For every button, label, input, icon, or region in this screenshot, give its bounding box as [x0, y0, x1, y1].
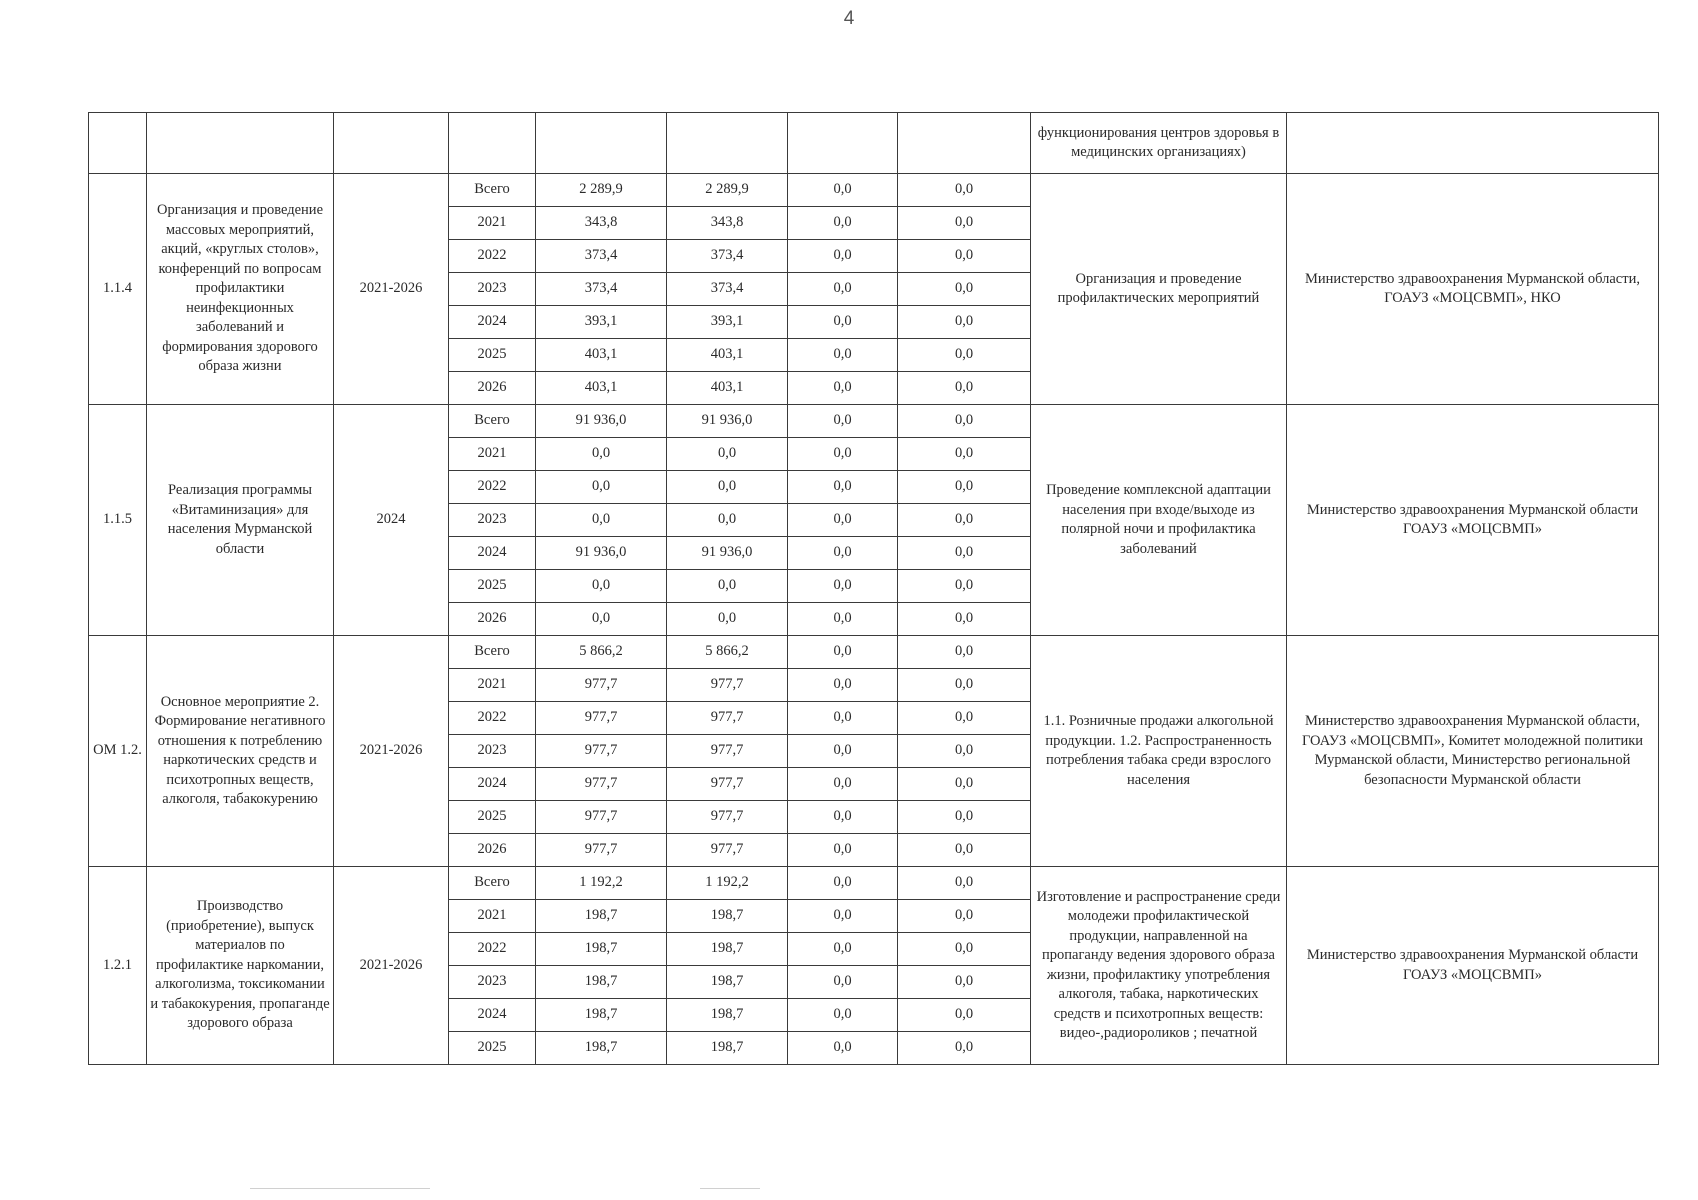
continuation-row: [89, 113, 1659, 174]
funding-other: 0,0: [898, 801, 1031, 834]
funding-year: 2022: [449, 471, 536, 504]
funding-other: 0,0: [898, 570, 1031, 603]
funding-year: 2023: [449, 273, 536, 306]
funding-federal: 0,0: [788, 900, 898, 933]
funding-federal: 0,0: [788, 702, 898, 735]
funding-total: 0,0: [536, 471, 667, 504]
cont-empty-cell: [667, 113, 788, 174]
funding-regional: 0,0: [667, 438, 788, 471]
funding-year: 2021: [449, 438, 536, 471]
funding-other: 0,0: [898, 273, 1031, 306]
funding-federal: 0,0: [788, 537, 898, 570]
funding-total: 403,1: [536, 372, 667, 405]
funding-year: 2021: [449, 669, 536, 702]
continued-result-text: функционирования центров здоровья в медицинских организациях): [1031, 113, 1287, 174]
funding-year: 2023: [449, 735, 536, 768]
funding-year: Всего: [449, 174, 536, 207]
funding-regional: 403,1: [667, 339, 788, 372]
measure-executors: Министерство здравоохранения Мурманской области ГОАУЗ «МОЦСВМП»: [1287, 867, 1659, 1065]
funding-federal: 0,0: [788, 834, 898, 867]
funding-total: 5 866,2: [536, 636, 667, 669]
funding-year: 2025: [449, 801, 536, 834]
funding-regional: 198,7: [667, 1032, 788, 1065]
funding-total: 977,7: [536, 768, 667, 801]
funding-federal: 0,0: [788, 372, 898, 405]
funding-year: 2026: [449, 834, 536, 867]
funding-regional: 198,7: [667, 999, 788, 1032]
funding-other: 0,0: [898, 1032, 1031, 1065]
funding-regional: 91 936,0: [667, 537, 788, 570]
funding-total: 198,7: [536, 966, 667, 999]
measure-result: 1.1. Розничные продажи алкогольной продукции. 1.2. Распространенность потребления табака среди взрослого населения: [1031, 636, 1287, 867]
funding-regional: 343,8: [667, 207, 788, 240]
funding-other: 0,0: [898, 900, 1031, 933]
funding-federal: 0,0: [788, 471, 898, 504]
measure-number: 1.1.5: [89, 405, 147, 636]
funding-federal: 0,0: [788, 933, 898, 966]
measure-period: 2021-2026: [334, 867, 449, 1065]
funding-regional: 5 866,2: [667, 636, 788, 669]
funding-total: 403,1: [536, 339, 667, 372]
funding-other: 0,0: [898, 174, 1031, 207]
funding-other: 0,0: [898, 471, 1031, 504]
funding-federal: 0,0: [788, 174, 898, 207]
funding-total: 91 936,0: [536, 405, 667, 438]
funding-regional: 977,7: [667, 768, 788, 801]
measure-result: Проведение комплексной адаптации населения при входе/выходе из полярной ночи и профилактика заболеваний: [1031, 405, 1287, 636]
funding-regional: 977,7: [667, 735, 788, 768]
funding-federal: 0,0: [788, 207, 898, 240]
funding-total: 343,8: [536, 207, 667, 240]
table-row: [89, 636, 1659, 669]
page-number: 4: [843, 8, 855, 29]
funding-federal: 0,0: [788, 999, 898, 1032]
funding-federal: 0,0: [788, 1032, 898, 1065]
funding-federal: 0,0: [788, 504, 898, 537]
funding-federal: 0,0: [788, 339, 898, 372]
funding-federal: 0,0: [788, 570, 898, 603]
funding-federal: 0,0: [788, 669, 898, 702]
funding-other: 0,0: [898, 768, 1031, 801]
funding-regional: 373,4: [667, 240, 788, 273]
funding-year: 2026: [449, 372, 536, 405]
measure-period: 2021-2026: [334, 636, 449, 867]
funding-year: 2025: [449, 570, 536, 603]
scan-trace: [700, 1188, 760, 1189]
funding-year: 2022: [449, 702, 536, 735]
funding-total: 977,7: [536, 669, 667, 702]
funding-federal: 0,0: [788, 735, 898, 768]
funding-regional: 198,7: [667, 966, 788, 999]
funding-total: 198,7: [536, 900, 667, 933]
funding-total: 0,0: [536, 438, 667, 471]
funding-other: 0,0: [898, 702, 1031, 735]
measure-period: 2021-2026: [334, 174, 449, 405]
funding-total: 373,4: [536, 240, 667, 273]
funding-other: 0,0: [898, 636, 1031, 669]
funding-other: 0,0: [898, 240, 1031, 273]
funding-total: 373,4: [536, 273, 667, 306]
cont-empty-cell: [147, 113, 334, 174]
funding-total: 198,7: [536, 1032, 667, 1065]
funding-regional: 393,1: [667, 306, 788, 339]
cont-empty-cell: [89, 113, 147, 174]
funding-federal: 0,0: [788, 438, 898, 471]
funding-other: 0,0: [898, 537, 1031, 570]
funding-regional: 91 936,0: [667, 405, 788, 438]
measure-name: Производство (приобретение), выпуск материалов по профилактике наркомании, алкоголизма, токсикомании и табакокурения, пропаганде здорового образа: [147, 867, 334, 1065]
funding-total: 977,7: [536, 834, 667, 867]
funding-total: 0,0: [536, 603, 667, 636]
program-measures-table: [88, 112, 1659, 1065]
cont-empty-cell: [334, 113, 449, 174]
measure-number: 1.2.1: [89, 867, 147, 1065]
funding-year: 2024: [449, 768, 536, 801]
funding-total: 0,0: [536, 570, 667, 603]
funding-total: 977,7: [536, 735, 667, 768]
funding-regional: 977,7: [667, 669, 788, 702]
funding-federal: 0,0: [788, 273, 898, 306]
funding-other: 0,0: [898, 306, 1031, 339]
funding-year: 2024: [449, 306, 536, 339]
cont-empty-cell: [536, 113, 667, 174]
table-row: [89, 174, 1659, 207]
funding-other: 0,0: [898, 603, 1031, 636]
cont-empty-cell: [1287, 113, 1659, 174]
funding-federal: 0,0: [788, 768, 898, 801]
cont-empty-cell: [449, 113, 536, 174]
funding-other: 0,0: [898, 339, 1031, 372]
funding-year: 2021: [449, 207, 536, 240]
funding-year: 2024: [449, 999, 536, 1032]
funding-federal: 0,0: [788, 306, 898, 339]
funding-other: 0,0: [898, 933, 1031, 966]
funding-other: 0,0: [898, 867, 1031, 900]
funding-year: 2025: [449, 339, 536, 372]
funding-year: 2022: [449, 240, 536, 273]
funding-year: 2022: [449, 933, 536, 966]
funding-total: 1 192,2: [536, 867, 667, 900]
measure-executors: Министерство здравоохранения Мурманской области, ГОАУЗ «МОЦСВМП», Комитет молодежной политики Мурманской области, Министерство региональной безопасности Мурманской области: [1287, 636, 1659, 867]
funding-year: 2023: [449, 504, 536, 537]
funding-year: 2021: [449, 900, 536, 933]
funding-federal: 0,0: [788, 867, 898, 900]
scan-trace: [250, 1188, 430, 1189]
funding-regional: 977,7: [667, 801, 788, 834]
funding-year: 2025: [449, 1032, 536, 1065]
funding-regional: 977,7: [667, 702, 788, 735]
funding-year: Всего: [449, 636, 536, 669]
funding-federal: 0,0: [788, 636, 898, 669]
funding-year: 2024: [449, 537, 536, 570]
funding-total: 198,7: [536, 999, 667, 1032]
measure-period: 2024: [334, 405, 449, 636]
funding-regional: 0,0: [667, 504, 788, 537]
funding-federal: 0,0: [788, 801, 898, 834]
funding-year: 2026: [449, 603, 536, 636]
funding-other: 0,0: [898, 999, 1031, 1032]
funding-other: 0,0: [898, 834, 1031, 867]
funding-other: 0,0: [898, 438, 1031, 471]
funding-total: 198,7: [536, 933, 667, 966]
funding-regional: 1 192,2: [667, 867, 788, 900]
funding-federal: 0,0: [788, 966, 898, 999]
funding-federal: 0,0: [788, 240, 898, 273]
measure-number: ОМ 1.2.: [89, 636, 147, 867]
cont-empty-cell: [788, 113, 898, 174]
funding-regional: 0,0: [667, 471, 788, 504]
measure-number: 1.1.4: [89, 174, 147, 405]
funding-year: Всего: [449, 867, 536, 900]
funding-total: 2 289,9: [536, 174, 667, 207]
measure-result: Организация и проведение профилактических мероприятий: [1031, 174, 1287, 405]
funding-regional: 198,7: [667, 900, 788, 933]
funding-federal: 0,0: [788, 603, 898, 636]
table-row: [89, 867, 1659, 900]
table-row: [89, 405, 1659, 438]
funding-regional: 198,7: [667, 933, 788, 966]
funding-regional: 403,1: [667, 372, 788, 405]
measure-result: Изготовление и распространение среди молодежи профилактической продукции, направленной на пропаганду ведения здорового образа жизни, профилактику употребления алкоголя, табака, наркотических средств и психотропных веществ: видео-,радиороликов ; печатной: [1031, 867, 1287, 1065]
funding-total: 0,0: [536, 504, 667, 537]
funding-total: 977,7: [536, 702, 667, 735]
measure-name: Организация и проведение массовых мероприятий, акций, «круглых столов», конференций по вопросам профилактики неинфекционных заболеваний и формирования здорового образа жизни: [147, 174, 334, 405]
funding-other: 0,0: [898, 372, 1031, 405]
funding-year: 2023: [449, 966, 536, 999]
funding-federal: 0,0: [788, 405, 898, 438]
measure-name: Реализация программы «Витаминизация» для населения Мурманской области: [147, 405, 334, 636]
measure-executors: Министерство здравоохранения Мурманской области, ГОАУЗ «МОЦСВМП», НКО: [1287, 174, 1659, 405]
measure-name: Основное мероприятие 2. Формирование негативного отношения к потреблению наркотических средств и психотропных веществ, алкоголя, табакокурению: [147, 636, 334, 867]
funding-year: Всего: [449, 405, 536, 438]
funding-regional: 373,4: [667, 273, 788, 306]
funding-regional: 0,0: [667, 603, 788, 636]
funding-regional: 977,7: [667, 834, 788, 867]
funding-regional: 2 289,9: [667, 174, 788, 207]
funding-other: 0,0: [898, 405, 1031, 438]
funding-other: 0,0: [898, 669, 1031, 702]
funding-other: 0,0: [898, 735, 1031, 768]
measure-executors: Министерство здравоохранения Мурманской области ГОАУЗ «МОЦСВМП»: [1287, 405, 1659, 636]
funding-total: 977,7: [536, 801, 667, 834]
funding-other: 0,0: [898, 504, 1031, 537]
funding-other: 0,0: [898, 207, 1031, 240]
funding-total: 91 936,0: [536, 537, 667, 570]
funding-regional: 0,0: [667, 570, 788, 603]
funding-total: 393,1: [536, 306, 667, 339]
cont-empty-cell: [898, 113, 1031, 174]
funding-other: 0,0: [898, 966, 1031, 999]
